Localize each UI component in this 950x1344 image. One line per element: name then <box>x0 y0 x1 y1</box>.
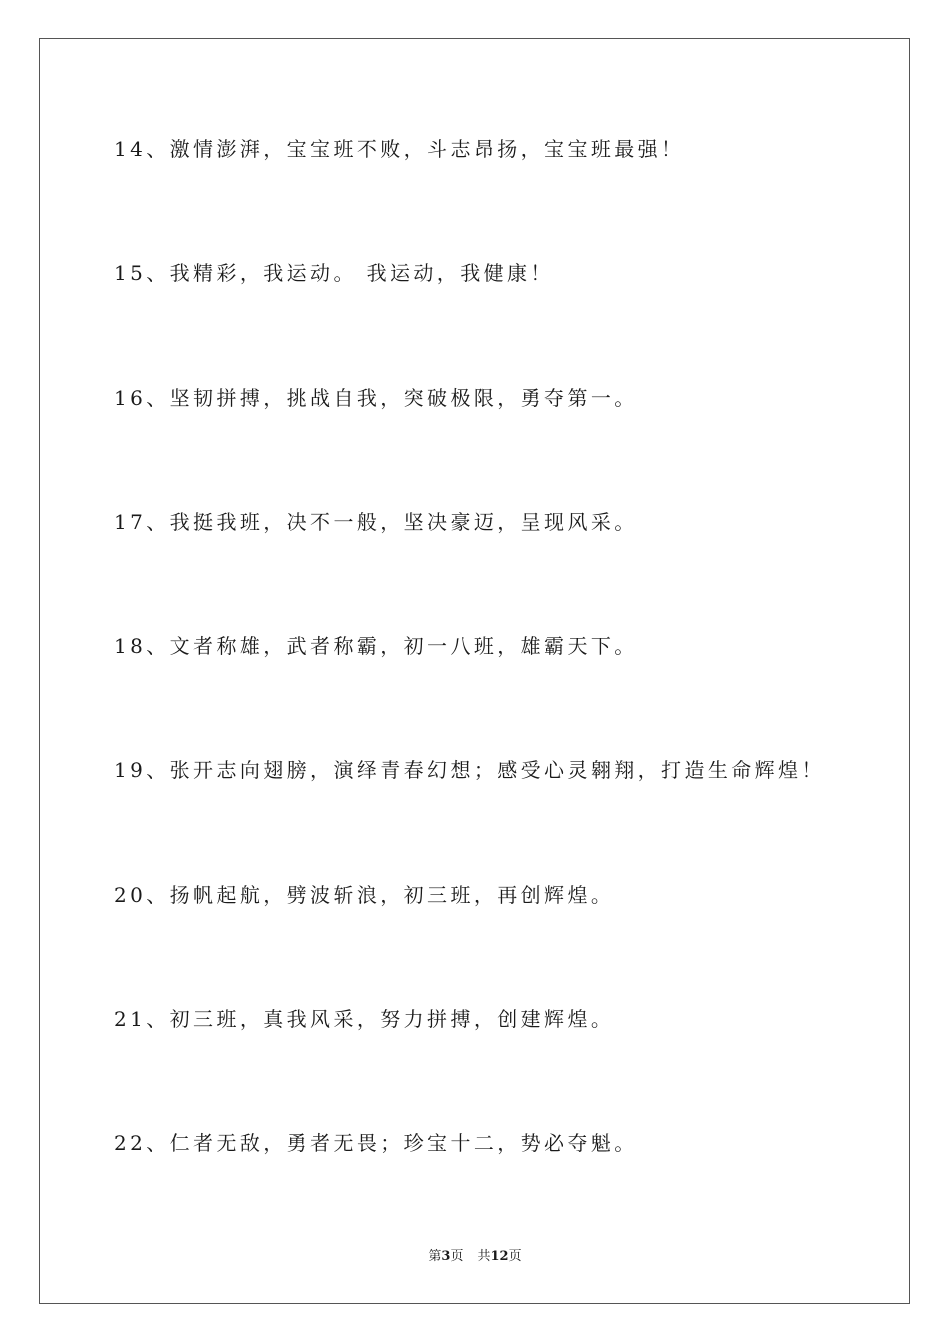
page-indicator <box>428 1249 463 1264</box>
slogan-list <box>114 132 894 1251</box>
total-pages: 12 <box>490 1249 509 1264</box>
total-pages-indicator <box>477 1249 521 1264</box>
total-prefix: 共 <box>477 1249 491 1264</box>
page-footer <box>0 1247 950 1267</box>
slogan-item: 14、激情澎湃，宝宝班不败，斗志昂扬，宝宝班最强！ <box>114 137 685 161</box>
slogan-item: 20、扬帆起航，劈波斩浪，初三班，再创辉煌。 <box>114 882 615 907</box>
page-number: 3 <box>441 1249 451 1264</box>
slogan-item: 22、仁者无敌，勇者无畏；珍宝十二，势必夺魁。 <box>114 1131 638 1156</box>
page-suffix: 页 <box>450 1249 464 1264</box>
slogan-item: 21、初三班，真我风采，努力拼搏，创建辉煌。 <box>114 1007 615 1032</box>
slogan-item: 15、我精彩，我运动。 我运动，我健康！ <box>114 261 554 286</box>
slogan-item: 17、我挺我班，决不一般，坚决豪迈，呈现风采。 <box>114 509 638 534</box>
total-suffix: 页 <box>508 1249 522 1264</box>
slogan-item: 18、文者称雄，武者称霸，初一八班，雄霸天下。 <box>114 634 638 659</box>
slogan-item: 19、张开志向翅膀，演绎青春幻想；感受心灵翱翔，打造生命辉煌！ <box>114 758 825 783</box>
page-prefix: 第 <box>428 1249 442 1264</box>
slogan-item: 16、坚韧拼搏，挑战自我，突破极限，勇夺第一。 <box>114 385 638 410</box>
